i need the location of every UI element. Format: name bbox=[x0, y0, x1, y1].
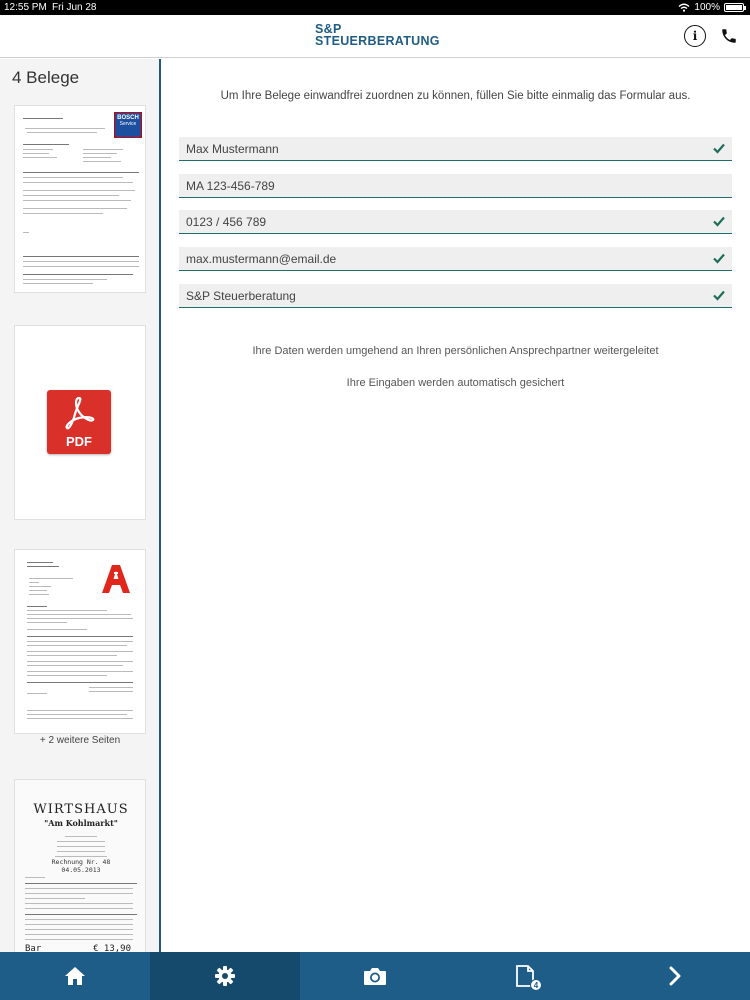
status-time: 12:55 PM bbox=[4, 2, 47, 13]
battery-icon bbox=[724, 3, 744, 12]
bosch-logo-text-2: Service bbox=[119, 121, 137, 127]
receipt-heading: WIRTSHAUS bbox=[33, 802, 129, 817]
form-intro-text: Um Ihre Belege einwandfrei zuordnen zu können, füllen Sie bitte einmalig das Formular aus. bbox=[220, 90, 691, 102]
check-icon bbox=[712, 288, 726, 302]
check-icon bbox=[712, 214, 726, 228]
battery-percent: 100% bbox=[694, 2, 720, 13]
tax-number-field[interactable] bbox=[179, 174, 732, 198]
tax-number-field-value: MA 123-456-789 bbox=[186, 179, 275, 193]
phone-icon[interactable] bbox=[718, 25, 740, 47]
receipt-date-line: 04.05.2013 bbox=[61, 866, 101, 874]
camera-icon bbox=[363, 966, 387, 986]
info-icon[interactable] bbox=[684, 25, 706, 47]
autosave-note: Ihre Eingaben werden automatisch gesichert bbox=[346, 377, 565, 389]
tab-documents[interactable] bbox=[450, 952, 600, 1000]
tab-home[interactable] bbox=[0, 952, 150, 1000]
check-icon bbox=[712, 141, 726, 155]
wifi-icon bbox=[678, 3, 690, 12]
document-thumbnail-pdf[interactable] bbox=[14, 325, 146, 520]
check-icon bbox=[712, 251, 726, 265]
form-panel bbox=[161, 59, 750, 952]
advisor-field[interactable] bbox=[179, 284, 732, 308]
additional-pages-caption: + 2 weitere Seiten bbox=[39, 735, 121, 746]
logo-line-2: STEUERBERATUNG bbox=[315, 34, 440, 48]
tab-settings[interactable] bbox=[150, 952, 300, 1000]
pdf-icon bbox=[47, 390, 111, 454]
receipt-subheading: "Am Kohlmarkt" bbox=[44, 818, 118, 828]
pdf-label: PDF bbox=[66, 434, 92, 449]
email-field-value: max.mustermann@email.de bbox=[186, 252, 337, 266]
documents-count-title: 4 Belege bbox=[12, 68, 80, 87]
forward-note: Ihre Daten werden umgehend an Ihren persönlichen Ansprechpartner weitergeleitet bbox=[252, 345, 659, 357]
document-thumbnail-apotheke[interactable] bbox=[14, 549, 146, 734]
status-date: Fri Jun 28 bbox=[52, 2, 97, 13]
documents-badge: 4 bbox=[530, 979, 542, 991]
name-field-value: Max Mustermann bbox=[186, 142, 279, 156]
bosch-logo bbox=[114, 112, 142, 138]
email-field[interactable] bbox=[179, 247, 732, 271]
documents-sidebar bbox=[0, 59, 160, 952]
bottom-tab-bar bbox=[0, 952, 750, 1000]
app-header bbox=[0, 15, 750, 58]
info-glyph: i bbox=[692, 29, 698, 43]
document-thumbnail-wirtshaus[interactable] bbox=[14, 779, 146, 952]
home-icon bbox=[64, 966, 86, 986]
chevron-right-icon bbox=[668, 966, 682, 986]
receipt-bar-label: Bar bbox=[25, 944, 42, 952]
apotheke-logo bbox=[99, 562, 133, 596]
status-bar bbox=[0, 0, 750, 15]
phone-field-value: 0123 / 456 789 bbox=[186, 215, 267, 229]
phone-field[interactable] bbox=[179, 210, 732, 234]
gear-icon bbox=[214, 965, 236, 987]
logo-line-1: S&P bbox=[315, 22, 342, 36]
app-logo bbox=[315, 23, 440, 47]
tab-next[interactable] bbox=[600, 952, 750, 1000]
receipt-invoice-line: Rechnung Nr. 48 bbox=[51, 858, 111, 866]
advisor-field-value: S&P Steuerberatung bbox=[186, 289, 296, 303]
tab-camera[interactable] bbox=[300, 952, 450, 1000]
receipt-bar-amount: € 13,90 bbox=[93, 944, 131, 952]
name-field[interactable] bbox=[179, 137, 732, 161]
document-thumbnail-bosch[interactable] bbox=[14, 105, 146, 293]
bosch-logo-text-1: BOSCH bbox=[117, 115, 139, 121]
